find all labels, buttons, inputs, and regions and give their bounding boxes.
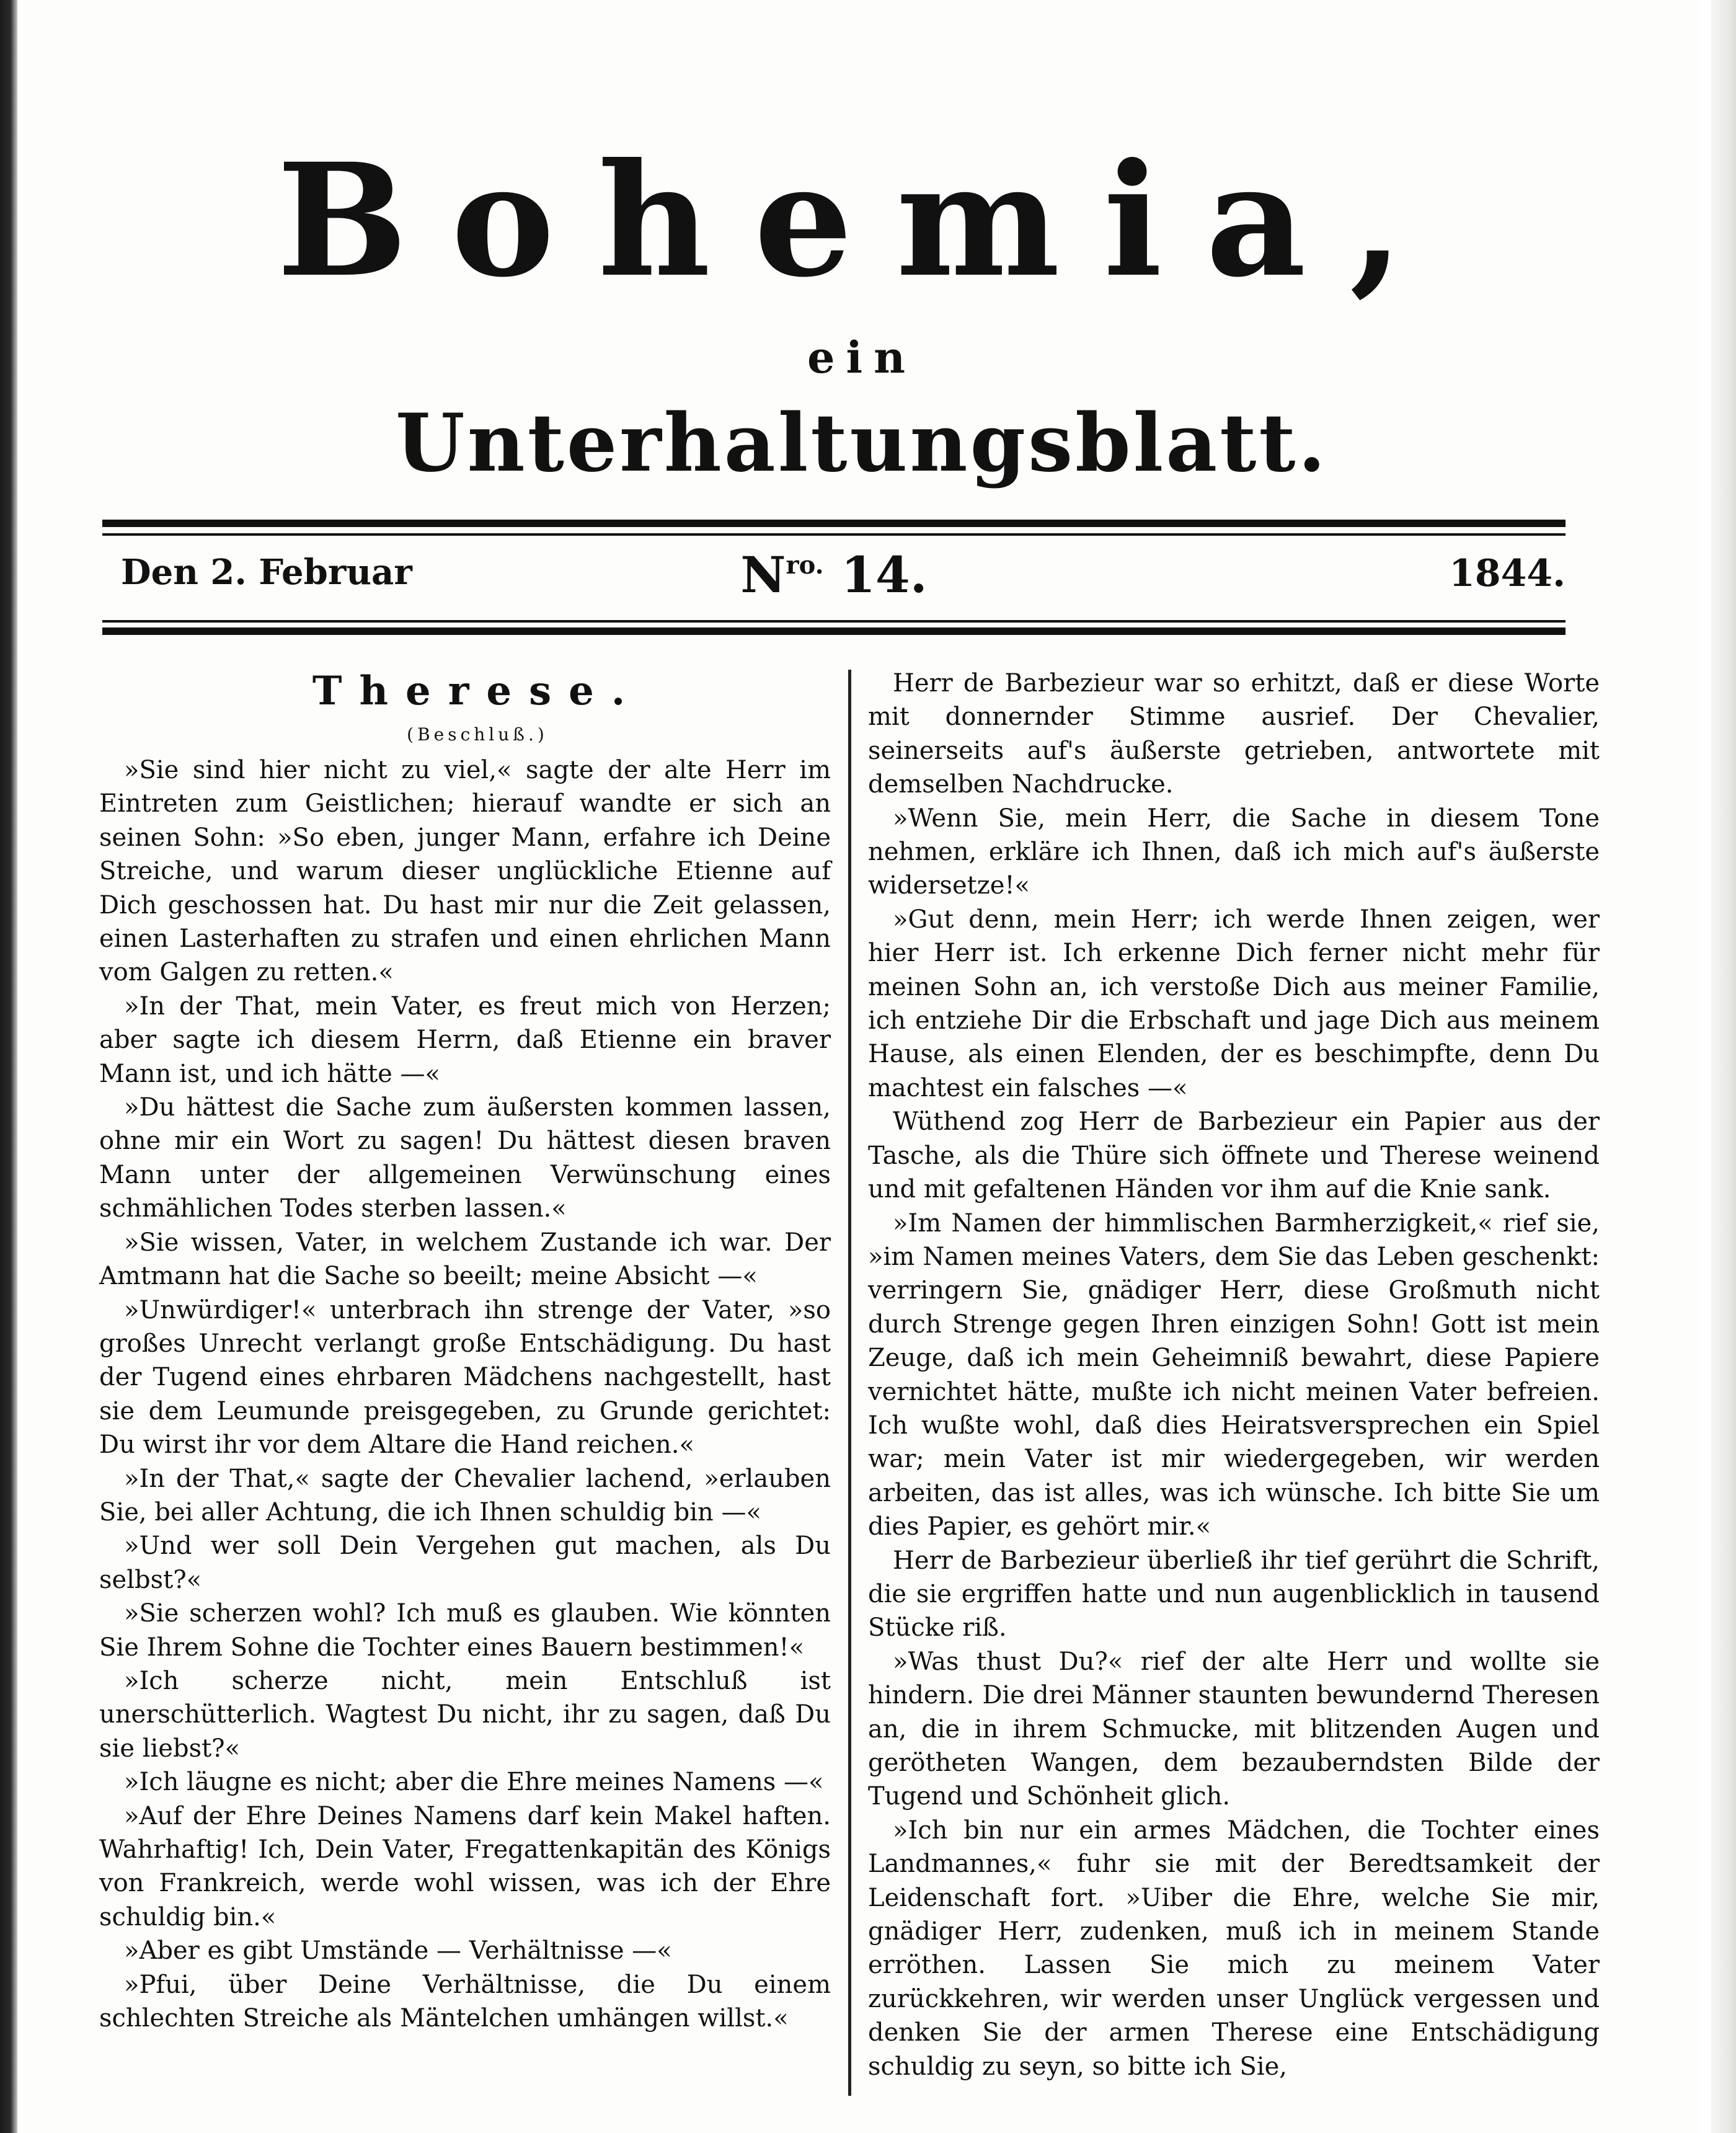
rule-divider xyxy=(102,520,1566,527)
issue-prefix: N xyxy=(740,546,786,604)
paragraph: »Ich läugne es nicht; aber die Ehre meines Namens —« xyxy=(124,1768,824,1797)
issue-date: Den 2. Februar xyxy=(121,552,412,593)
issue-year: 1844. xyxy=(1449,552,1566,595)
article-subtitle: (Beschluß.) xyxy=(407,724,548,745)
paragraph: »Unwürdiger!« unterbrach ihn strenge der Vater, »so großes Unrecht verlangt große Entschädigung. Du hast der Tugend eines ehrbaren Mädchens nachgestellt, hast sie dem Leumunde preisgegeben, zu Grunde gerichtet: Du wirst ihr vor dem Altare die Hand reichen.« xyxy=(99,1295,831,1460)
column-right xyxy=(868,667,1600,2083)
newspaper-page xyxy=(25,0,1699,2133)
rule-divider xyxy=(102,533,1566,536)
dateline xyxy=(102,546,1566,614)
paragraph: »Pfui, über Deine Verhältnisse, die Du einem schlechten Streiche als Mäntelchen umhängen willst.« xyxy=(99,1970,831,2033)
paragraph: Herr de Barbezieur überließ ihr tief gerührt die Schrift, die sie ergriffen hatte und nun augenblicklich in tausend Stücke riß. xyxy=(868,1546,1600,1643)
paragraph: »Sie wissen, Vater, in welchem Zustande ich war. Der Amtmann hat die Sache so beeilt; meine Absicht —« xyxy=(99,1228,831,1291)
paragraph: »Auf der Ehre Deines Namens darf kein Makel haften. Wahrhaftig! Ich, Dein Vater, Fregattenkapitän des Königs von Frankreich, werde wohl wissen, was ich der Ehre schuldig bin.« xyxy=(99,1801,831,1931)
paragraph: »Ich scherze nicht, mein Entschluß ist unerschütterlich. Wagtest Du nicht, ihr zu sagen, daß Du sie liebst?« xyxy=(99,1666,831,1763)
paragraph: »Ich bin nur ein armes Mädchen, die Tochter eines Landmannes,« fuhr sie mit der Beredtsamkeit der Leidenschaft fort. »Uiber die Ehre, welche Sie mir, gnädiger Herr, zudenken, muß ich in meinem Stande erröthen. Lassen Sie mich zu meinem Vater zurückkehren, wir werden unser Unglück vergessen und denken Sie der armen Therese eine Entschädigung schuldig zu seyn, so bitte ich Sie, xyxy=(868,1816,1600,2081)
article-title: Therese. xyxy=(312,668,643,714)
masthead-subtitle-small: ein xyxy=(807,332,917,383)
paragraph: »Und wer soll Dein Vergehen gut machen, als Du selbst?« xyxy=(99,1532,831,1594)
issue-number-value: 14. xyxy=(841,546,928,604)
paragraph: »In der That, mein Vater, es freut mich von Herzen; aber sagte ich diesem Herrn, daß Etienne ein braver Mann ist, und ich hätte —« xyxy=(99,991,831,1088)
masthead-subtitle: Unterhaltungsblatt. xyxy=(396,397,1328,490)
paragraph: »Was thust Du?« rief der alte Herr und wollte sie hindern. Die drei Männer staunten bewundernd Theresen an, die in ihrem Schmucke, mit blitzenden Augen und gerötheten Wangen, dem bezauberndsten Bilde der Tugend und Schönheit glich. xyxy=(868,1647,1600,1811)
issue-prefix-sup: ro. xyxy=(786,551,824,580)
paragraph: Herr de Barbezieur war so erhitzt, daß er diese Worte mit donnernder Stimme ausrief. Der Chevalier, seinerseits auf's äußerste getrieben, antwortete mit demselben Nachdrucke. xyxy=(868,669,1600,799)
paragraph: »Sie sind hier nicht zu viel,« sagte der alte Herr im Eintreten zum Geistlichen; hierauf wandte er sich an seinen Sohn: »So eben, junger Mann, erfahre ich Deine Streiche, und warum dieser unglückliche Etienne auf Dich geschossen hat. Du hast mir nur die Zeit gelassen, einen Lasterhaften zu strafen und einen ehrlichen Mann vom Galgen zu retten.« xyxy=(99,756,831,987)
paragraph: »Du hättest die Sache zum äußersten kommen lassen, ohne mir ein Wort zu sagen! Du hättest diesen braven Mann unter der allgemeinen Verwünschung eines schmählichen Todes sterben lassen.« xyxy=(99,1093,831,1223)
paragraph: Wüthend zog Herr de Barbezieur ein Papier aus der Tasche, als die Thüre sich öffnete und Therese weinend und mit gefaltenen Händen vor ihm auf die Knie sank. xyxy=(868,1107,1600,1204)
rule-divider xyxy=(102,620,1566,623)
paragraph: »Sie scherzen wohl? Ich muß es glauben. Wie könnten Sie Ihrem Sohne die Tochter eines Bauern bestimmen!« xyxy=(99,1599,831,1662)
paragraph: »Wenn Sie, mein Herr, die Sache in diesem Tone nehmen, erkläre ich Ihnen, daß ich mich auf's äußerste widersetze!« xyxy=(868,804,1600,900)
rule-divider xyxy=(102,627,1566,635)
paragraph: »In der That,« sagte der Chevalier lachend, »erlauben Sie, bei aller Achtung, die ich Ihnen schuldig bin —« xyxy=(99,1464,831,1527)
issue-number xyxy=(102,546,1566,604)
scan-edge-left xyxy=(0,0,17,2133)
column-left xyxy=(99,667,831,2035)
scan-edge-right xyxy=(1711,0,1736,2133)
paragraph: »Gut denn, mein Herr; ich werde Ihnen zeigen, wer hier Herr ist. Ich erkenne Dich ferner nicht mehr für meinen Sohn an, ich verstoße Dich aus meiner Familie, ich entziehe Dir die Erbschaft und jage Dich aus meinem Hause, als einen Elenden, der es beschimpfte, denn Du machtest ein falsches —« xyxy=(868,905,1600,1102)
column-divider xyxy=(848,670,851,2096)
masthead-title: Bohemia, xyxy=(277,129,1447,311)
paragraph: »Im Namen der himmlischen Barmherzigkeit,« rief sie, »im Namen meines Vaters, dem Sie das Leben geschenkt: verringern Sie, gnädiger Herr, diese Großmuth nicht durch Strenge gegen Ihren einzigen Sohn! Gott ist mein Zeuge, daß ich mein Geheimniß bewahrt, diese Papiere vernichtet hätte, mußte ich nicht meinen Vater befreien. Ich wußte wohl, daß dies Heiratsversprechen ein Spiel war; mein Vater ist mir wiedergegeben, wir werden arbeiten, das ist alles, was ich wünsche. Ich bitte Sie um dies Papier, es gehört mir.« xyxy=(868,1208,1600,1541)
paragraph: »Aber es gibt Umstände — Verhältnisse —« xyxy=(124,1936,672,1966)
